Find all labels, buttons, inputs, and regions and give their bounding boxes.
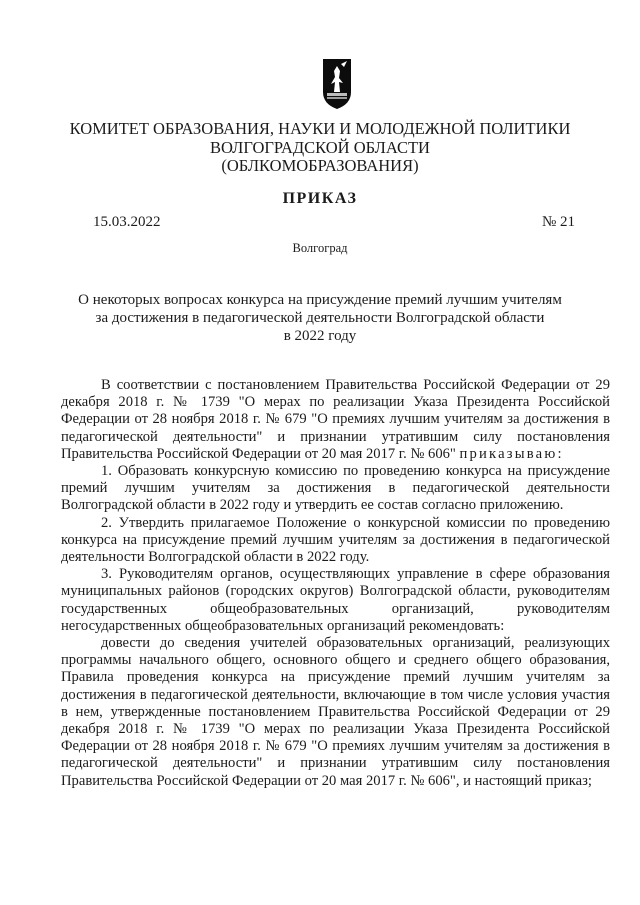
item-3-paragraph: 3. Руководителям органов, осуществляющих управление в сфере образования муниципальных районов (городских округов) Волгоградской области, руководителям государственных общеобразовательных организаций, руководителям негосударственных общеобразовательных организаций рекомендовать: <box>61 566 610 634</box>
organization-name <box>0 120 640 176</box>
preamble-paragraph <box>61 377 610 463</box>
subject-line-3: в 2022 году <box>283 328 357 344</box>
order-number: № 21 <box>542 214 576 230</box>
subject-line-2: за достижения в педагогической деятельности Волгоградской области <box>95 310 545 326</box>
item-2-paragraph: 2. Утвердить прилагаемое Положение о конкурсной комиссии по проведению конкурса на присуждение премий лучшим учителям за достижения в педагогической деятельности Волгоградской области в 2022 году. <box>61 514 610 566</box>
org-line-3: (ОБЛКОМОБРАЗОВАНИЯ) <box>221 156 419 175</box>
order-body <box>61 377 610 790</box>
org-line-1: КОМИТЕТ ОБРАЗОВАНИЯ, НАУКИ И МОЛОДЕЖНОЙ ПОЛИТИКИ <box>69 119 571 138</box>
order-date: 15.03.2022 <box>93 214 161 230</box>
org-line-2: ВОЛГОГРАДСКОЙ ОБЛАСТИ <box>210 137 430 157</box>
order-word: приказываю: <box>459 445 564 462</box>
volgograd-emblem-icon <box>322 58 352 110</box>
preamble-text: В соответствии с постановлением Правительства Российской Федерации от 29 декабря 2018 г. № 1739 "О мерах по реализации Указа Президента Российской Федерации от 28 ноября 2018 г. № 679 "О премиях лучшим учителям за достижения в педагогической деятельности" и признании утратившим силу постановления Правительства Российской Федерации от 20 мая 2017 г. № 606" <box>61 377 610 462</box>
item-1-paragraph: 1. Образовать конкурсную комиссию по проведению конкурса на присуждение премий лучшим учителям за достижения в педагогической деятельности Волгоградской области в 2022 году и утвердить ее состав согласно приложению. <box>61 463 610 514</box>
city: Волгоград <box>292 241 348 255</box>
subject-line-1: О некоторых вопросах конкурса на присуждение премий лучшим учителям <box>78 292 562 308</box>
order-subject <box>0 291 640 345</box>
order-title: ПРИКАЗ <box>282 190 358 207</box>
item-3-sub-paragraph: довести до сведения учителей образовательных организаций, реализующих программы начального общего, основного общего и среднего общего образования, Правила проведения конкурса на присуждение премий лучшим учителям за достижения в педагогической деятельности, включающие в том числе условия участия в нем, утвержденные постановлением Правительства Российской Федерации от 29 декабря 2018 г. № 1739 "О мерах по реализации Указа Президента Российской Федерации от 28 ноября 2018 г. № 679 "О премиях лучшим учителям за достижения в педагогической деятельности" и признании утратившим силу постановления Правительства Российской Федерации от 20 мая 2017 г. № 606", и настоящий приказ; <box>61 635 610 789</box>
